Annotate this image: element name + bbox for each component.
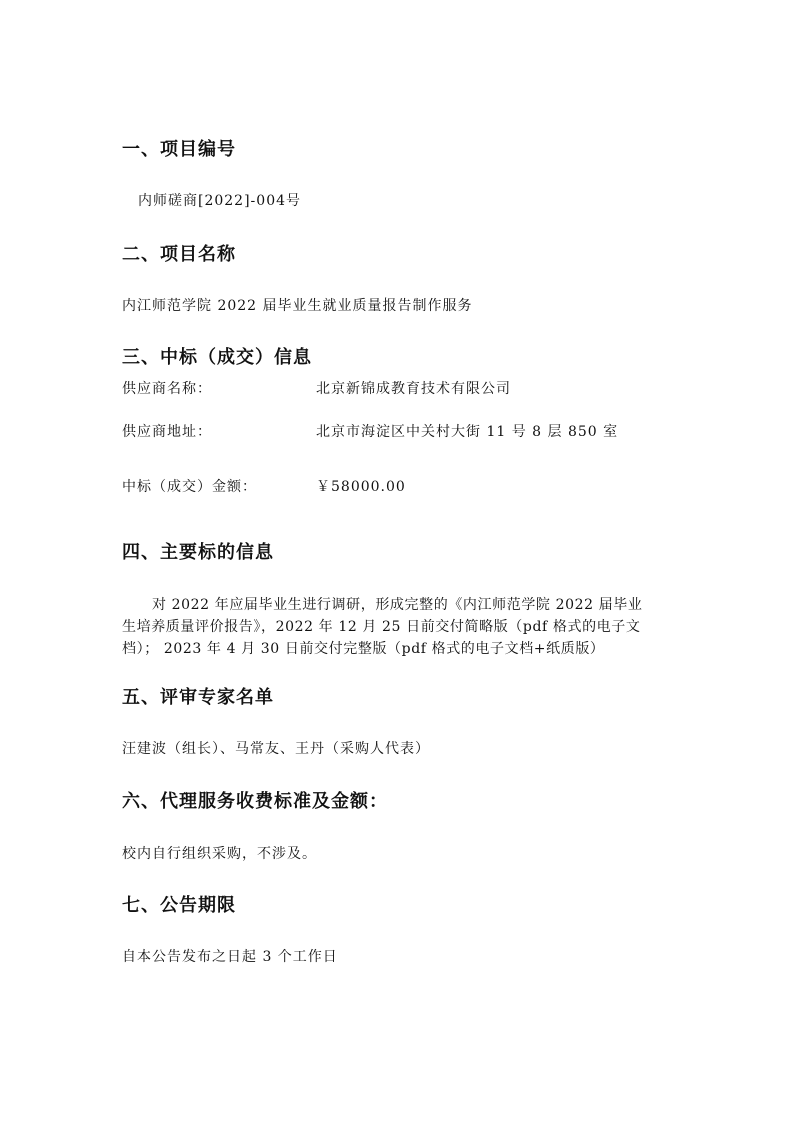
section-5-heading: 五、评审专家名单	[122, 687, 274, 708]
project-name: 内江师范学院 2022 届毕业生就业质量报告制作服务	[122, 298, 473, 314]
paragraph-line-2: 生培养质量评价报告》，2022 年 12 月 25 日前交付简略版（pdf 格式的电子文	[122, 619, 641, 635]
paragraph-line-3: 档）； 2023 年 4 月 30 日前交付完整版（pdf 格式的电子文档+纸质版）	[122, 641, 605, 657]
section-1-heading: 一、项目编号	[122, 139, 236, 160]
main-subject-paragraph	[122, 594, 682, 660]
section-4-heading: 四、主要标的信息	[122, 542, 274, 563]
expert-list: 汪建波（组长）、马常友、王丹（采购人代表）	[122, 741, 430, 757]
supplier-address-label: 供应商地址：	[122, 424, 212, 440]
section-3-heading: 三、中标（成交）信息	[122, 347, 312, 368]
section-6-heading: 六、代理服务收费标准及金额：	[122, 791, 388, 812]
supplier-name-label: 供应商名称：	[122, 381, 212, 397]
supplier-address-value: 北京市海淀区中关村大街 11 号 8 层 850 室	[316, 424, 619, 440]
supplier-name-value: 北京新锦成教育技术有限公司	[316, 381, 511, 397]
agency-fee-text: 校内自行组织采购，不涉及。	[122, 846, 317, 862]
project-number: 内师磋商[2022]-004号	[138, 193, 302, 209]
paragraph-line-1: 对 2022 年应届毕业生进行调研，形成完整的《内江师范学院 2022 届毕业	[152, 597, 643, 613]
announcement-period: 自本公告发布之日起 3 个工作日	[122, 949, 338, 965]
section-2-heading: 二、项目名称	[122, 244, 236, 265]
section-7-heading: 七、公告期限	[122, 895, 236, 916]
award-amount-value: ￥58000.00	[316, 479, 406, 495]
award-amount-label: 中标（成交）金额：	[122, 479, 257, 495]
